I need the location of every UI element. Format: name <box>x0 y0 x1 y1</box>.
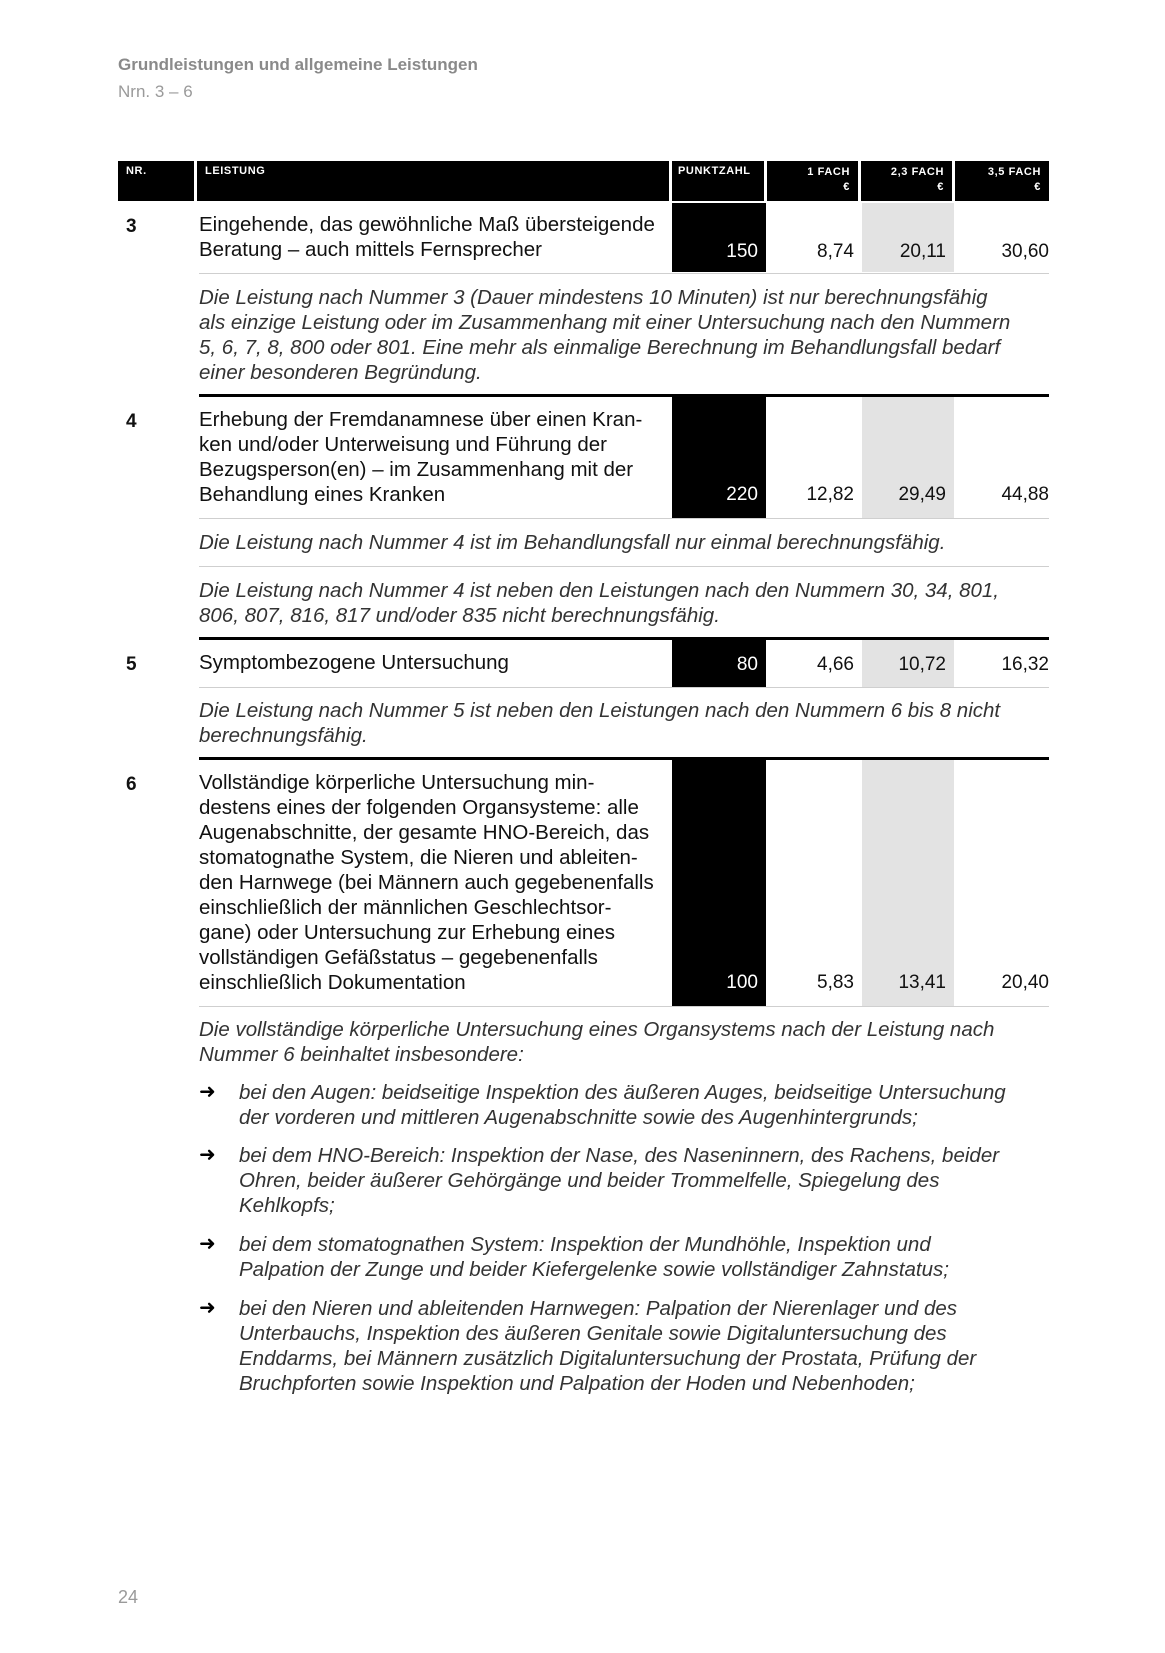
bullet-text <box>239 1232 1039 1282</box>
column-header-3-5-fach <box>955 161 1049 201</box>
row-6-3-5-fach: 20,40 <box>1001 972 1049 993</box>
column-header-2-3-fach-label: 2,3 FACH <box>890 166 944 178</box>
desc-line: Symptombezogene Untersuchung <box>199 651 509 674</box>
row-3-3-5-fach: 30,60 <box>1001 241 1049 262</box>
row-4-1-fach: 12,82 <box>806 484 854 505</box>
row-4-note-1 <box>199 530 1049 555</box>
note-line: Die Leistung nach Nummer 5 ist neben den Leistungen nach den Nummern 6 bis 8 nicht <box>199 699 1001 722</box>
note-line: Die Leistung nach Nummer 4 ist neben den Leistungen nach den Nummern 30, 34, 801, <box>199 579 1000 602</box>
column-header-punktzahl: PUNKTZAHL <box>672 161 764 201</box>
row-3-number: 3 <box>126 216 137 237</box>
column-header-leistung: LEISTUNG <box>197 161 669 201</box>
page-section-title: Grundleistungen und allgemeine Leistungen <box>118 55 478 74</box>
row-6-1-fach: 5,83 <box>817 972 854 993</box>
note-line: Die Leistung nach Nummer 3 (Dauer mindestens 10 Minuten) ist nur berechnungsfähig <box>199 286 988 309</box>
bullet-line: Bruchpforten sowie Inspektion und Palpation der Hoden und Nebenhoden; <box>239 1372 915 1395</box>
desc-line: Bezugsperson(en) – im Zusammenhang mit der <box>199 458 634 481</box>
row-4-number: 4 <box>126 411 137 432</box>
column-header-1-fach <box>767 161 858 201</box>
bullet-line: Enddarms, bei Männern zusätzlich Digitaluntersuchung der Prostata, Prüfung der <box>239 1347 977 1370</box>
desc-line: vollständigen Gefäßstatus – gegebenenfalls <box>199 946 598 969</box>
row-4-note-2 <box>199 578 1049 628</box>
bullet-line: bei dem HNO-Bereich: Inspektion der Nase, des Naseninnern, des Rachens, beider <box>239 1144 1000 1167</box>
row-4-3-5-fach: 44,88 <box>1001 484 1049 505</box>
desc-line: stomatognathe System, die Nieren und ableiten- <box>199 846 638 869</box>
column-header-nr: NR. <box>118 161 194 201</box>
desc-line: Behandlung eines Kranken <box>199 483 446 506</box>
row-3-description <box>199 212 669 262</box>
desc-line: Eingehende, das gewöhnliche Maß übersteigende <box>199 213 655 236</box>
bullet-text <box>239 1080 1039 1130</box>
row-divider <box>199 1006 1049 1007</box>
row-3-note <box>199 285 1049 385</box>
row-6-note <box>199 1017 1049 1067</box>
row-3-punktzahl: 150 <box>726 241 758 262</box>
desc-line: destens eines der folgenden Organsysteme: alle <box>199 796 639 819</box>
row-5-note <box>199 698 1049 748</box>
desc-line: einschließlich der männlichen Geschlechtsor- <box>199 896 612 919</box>
desc-line: den Harnwege (bei Männern auch gegebenenfalls <box>199 871 654 894</box>
row-5-punktzahl: 80 <box>736 654 758 675</box>
row-5-number: 5 <box>126 654 137 675</box>
bullet-line: der vorderen und mittleren Augenabschnitte sowie des Augenhintergrunds; <box>239 1106 918 1129</box>
row-6-number: 6 <box>126 774 137 795</box>
row-3-1-fach: 8,74 <box>817 241 854 262</box>
column-header-3-5-fach-currency: € <box>1034 181 1041 193</box>
desc-line: ken und/oder Unterweisung und Führung der <box>199 433 607 456</box>
arrow-right-icon: ➜ <box>199 1233 216 1255</box>
desc-line: gane) oder Untersuchung zur Erhebung eines <box>199 921 615 944</box>
bullet-line: bei dem stomatognathen System: Inspektion der Mundhöhle, Inspektion und <box>239 1233 931 1256</box>
bullet-line: Unterbauchs, Inspektion des äußeren Genitale sowie Digitaluntersuchung des <box>239 1322 947 1345</box>
note-line: Nummer 6 beinhaltet insbesondere: <box>199 1043 524 1066</box>
arrow-right-icon: ➜ <box>199 1144 216 1166</box>
bullet-line: bei den Augen: beidseitige Inspektion des äußeren Auges, beidseitige Untersuchung <box>239 1081 1006 1104</box>
row-divider <box>199 273 1049 274</box>
row-5-3-5-fach: 16,32 <box>1001 654 1049 675</box>
column-header-2-3-fach-currency: € <box>937 181 944 193</box>
row-divider <box>199 566 1049 567</box>
row-divider <box>199 518 1049 519</box>
arrow-right-icon: ➜ <box>199 1297 216 1319</box>
row-5-2-3-fach: 10,72 <box>898 654 946 675</box>
desc-line: einschließlich Dokumentation <box>199 971 466 994</box>
note-line: berechnungsfähig. <box>199 724 368 747</box>
column-header-3-5-fach-label: 3,5 FACH <box>987 166 1041 178</box>
note-line: 5, 6, 7, 8, 800 oder 801. Eine mehr als einmalige Berechnung im Behandlungsfall bedarf <box>199 336 1001 359</box>
note-line: einer besonderen Begründung. <box>199 361 482 384</box>
bullet-line: Ohren, beider äußerer Gehörgänge und beider Trommelfelle, Spiegelung des <box>239 1169 940 1192</box>
column-header-1-fach-label: 1 FACH <box>807 166 850 178</box>
row-divider <box>199 687 1049 688</box>
note-line: Die vollständige körperliche Untersuchung eines Organsystems nach der Leistung nach <box>199 1018 995 1041</box>
column-header-1-fach-currency: € <box>843 181 850 193</box>
bullet-line: Kehlkopfs; <box>239 1194 335 1217</box>
note-line: Die Leistung nach Nummer 4 ist im Behandlungsfall nur einmal berechnungsfähig. <box>199 531 946 554</box>
desc-line: Vollständige körperliche Untersuchung min- <box>199 771 595 794</box>
row-6-description <box>199 770 669 995</box>
row-4-description <box>199 407 669 507</box>
bullet-text <box>239 1143 1039 1218</box>
page-section-subtitle: Nrn. 3 – 6 <box>118 82 193 101</box>
bullet-line: Palpation der Zunge und beider Kiefergelenke sowie vollständiger Zahnstatus; <box>239 1258 949 1281</box>
row-6-2-3-fach: 13,41 <box>898 972 946 993</box>
arrow-right-icon: ➜ <box>199 1081 216 1103</box>
row-5-description <box>199 650 669 675</box>
bullet-text <box>239 1296 1039 1396</box>
desc-line: Beratung – auch mittels Fernsprecher <box>199 238 542 261</box>
page-number: 24 <box>118 1587 139 1607</box>
row-6-punktzahl: 100 <box>726 972 758 993</box>
desc-line: Augenabschnitte, der gesamte HNO-Bereich, das <box>199 821 650 844</box>
bullet-line: bei den Nieren und ableitenden Harnwegen: Palpation der Nierenlager und des <box>239 1297 958 1320</box>
row-4-punktzahl: 220 <box>726 484 758 505</box>
row-3-2-3-fach: 20,11 <box>899 241 946 262</box>
row-4-2-3-fach: 29,49 <box>898 484 946 505</box>
note-line: als einzige Leistung oder im Zusammenhang mit einer Untersuchung nach den Nummern <box>199 311 1011 334</box>
row-5-1-fach: 4,66 <box>817 654 854 675</box>
desc-line: Erhebung der Fremdanamnese über einen Kran- <box>199 408 643 431</box>
column-header-2-3-fach <box>861 161 952 201</box>
note-line: 806, 807, 816, 817 und/oder 835 nicht berechnungsfähig. <box>199 604 720 627</box>
